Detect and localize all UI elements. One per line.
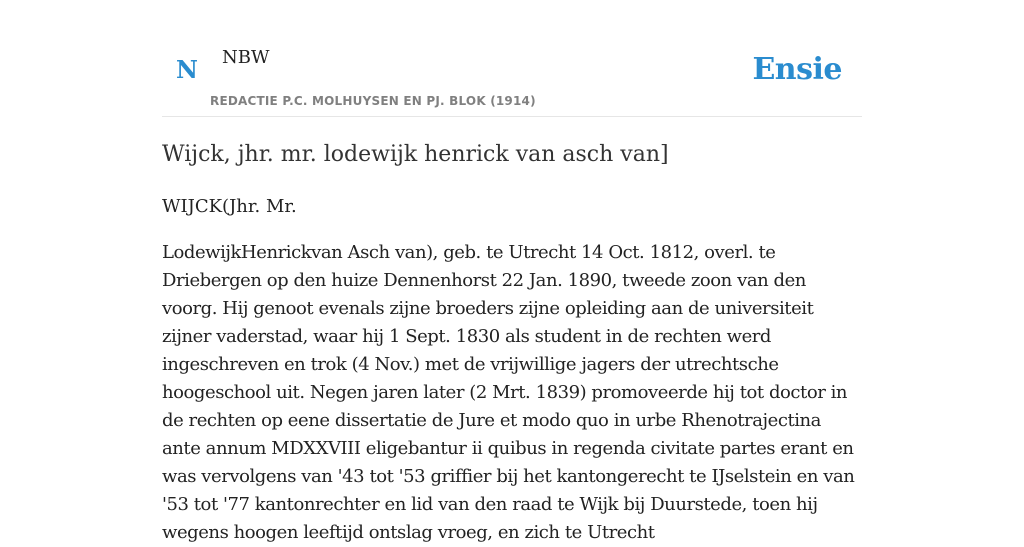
article-title: Wijck, jhr. mr. lodewijk henrick van asch van] xyxy=(162,142,669,167)
site-header xyxy=(162,0,862,117)
source-logo-icon[interactable]: N xyxy=(176,55,198,84)
source-subtitle: REDACTIE P.C. MOLHUYSEN EN PJ. BLOK (1914) xyxy=(210,94,536,108)
source-name[interactable]: NBW xyxy=(222,47,270,68)
article-body: LodewijkHenrickvan Asch van), geb. te Utrecht 14 Oct. 1812, overl. te Driebergen op den huize Dennenhorst 22 Jan. 1890, tweede zoon van den voorg. Hij genoot evenals zijne broeders zijne opleiding aan de universiteit zijner vaderstad, waar hij 1 Sept. 1830 als student in de rechten werd ingeschreven en trok (4 Nov.) met de vrijwillige jagers der utrechtsche hoogeschool uit. Negen jaren later (2 Mrt. 1839) promoveerde hij tot doctor in de rechten op eene dissertatie de Jure et modo quo in urbe Rhenotrajectina ante annum MDXXVIII eligebantur ii quibus in regenda civitate partes erant en was vervolgens van '43 tot '53 griffier bij het kantongerecht te IJselstein en van '53 tot '77 kantonrechter en lid van den raad te Wijk bij Duurstede, toen hij wegens hoogen leeftijd ontslag vroeg, en zich te Utrecht xyxy=(162,242,855,543)
article-lead: WIJCK(Jhr. Mr. xyxy=(162,196,297,217)
brand-logo[interactable]: Ensie xyxy=(752,52,842,87)
